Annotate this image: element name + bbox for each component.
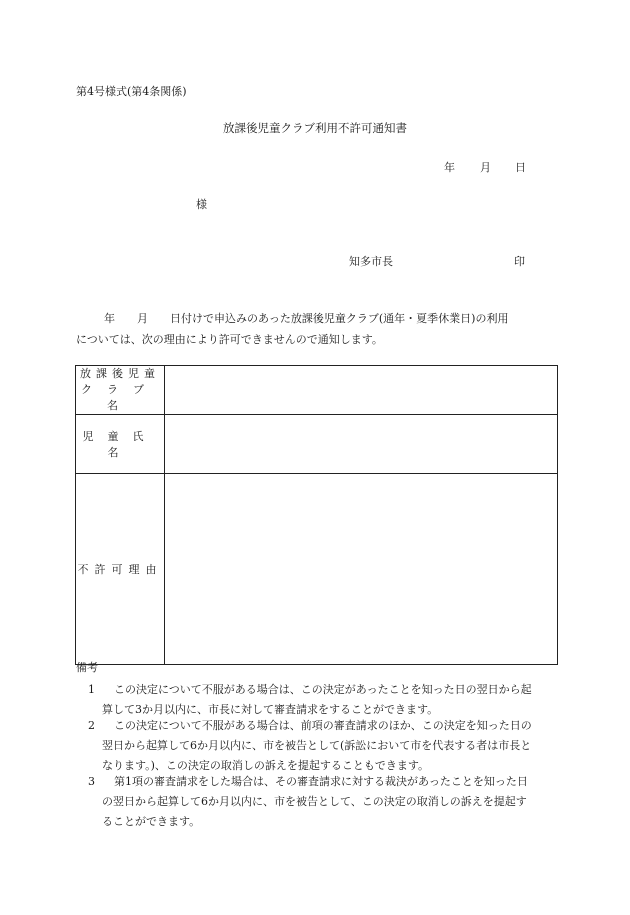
reason-label: [76, 474, 165, 665]
table-row-child: [76, 415, 558, 474]
info-table: [75, 365, 558, 665]
document-title: 放課後児童クラブ利用不許可通知書: [223, 121, 407, 135]
remark-line: この決定について不服がある場合は、前項の審査請求のほか、この決定を知った日の: [114, 719, 532, 732]
remark-line: 算して3か月以内に、市長に対して審査請求をすることができます。: [102, 703, 439, 716]
body-line1: 日付けで申込みのあった放課後児童クラブ(通年・夏季休業日)の利用: [170, 312, 509, 325]
body-month-label: 月: [137, 312, 148, 325]
reason-label-text: 不許可理由: [77, 563, 163, 576]
body-line2: については、次の理由により許可できませんので通知します。: [76, 333, 383, 346]
child-name-value[interactable]: [165, 415, 558, 474]
remarks-heading: 備考: [76, 661, 98, 674]
club-label-line1: 放課後児童: [80, 367, 160, 380]
remark-note-3: [88, 772, 558, 832]
remark-line: 翌日から起算して6か月以内に、市を被告として(訴訟において市を代表する者は市長と: [102, 739, 532, 752]
issuer-name: 知多市長: [349, 255, 393, 268]
remark-number: 2: [88, 719, 95, 732]
child-label-text: 児童氏名: [82, 430, 158, 459]
remark-line: なります。)、この決定の取消しの訴えを提起することもできます。: [102, 759, 430, 772]
notification-body: [76, 308, 558, 350]
remark-number: 3: [88, 775, 95, 788]
remark-line: 第1項の審査請求をした場合は、その審査請求に対する裁決があったことを知った日: [114, 775, 528, 788]
club-name-label: [76, 366, 165, 415]
remark-line: ることができます。: [102, 815, 201, 828]
date-day-label: 日: [515, 161, 526, 174]
remark-line: の翌日から起算して6か月以内に、市を被告として、この決定の取消しの訴えを提起す: [102, 795, 527, 808]
remark-number: 1: [88, 683, 95, 696]
seal-mark: 印: [514, 255, 525, 268]
club-name-value[interactable]: [165, 366, 558, 415]
club-label-line2: クラブ名: [81, 383, 159, 412]
remark-note-2: [88, 716, 558, 776]
date-year-label: 年: [444, 161, 455, 174]
table-row-club: [76, 366, 558, 415]
child-name-label: [76, 415, 165, 474]
table-row-reason: [76, 474, 558, 665]
date-month-label: 月: [480, 161, 491, 174]
remark-line: この決定について不服がある場合は、この決定があったことを知った日の翌日から起: [114, 683, 532, 696]
remark-note-1: [88, 680, 558, 720]
form-number: 第4号様式(第4条関係): [76, 85, 187, 98]
body-year-label: 年: [104, 312, 115, 325]
reason-value[interactable]: [165, 474, 558, 665]
addressee-honorific: 様: [196, 198, 207, 211]
